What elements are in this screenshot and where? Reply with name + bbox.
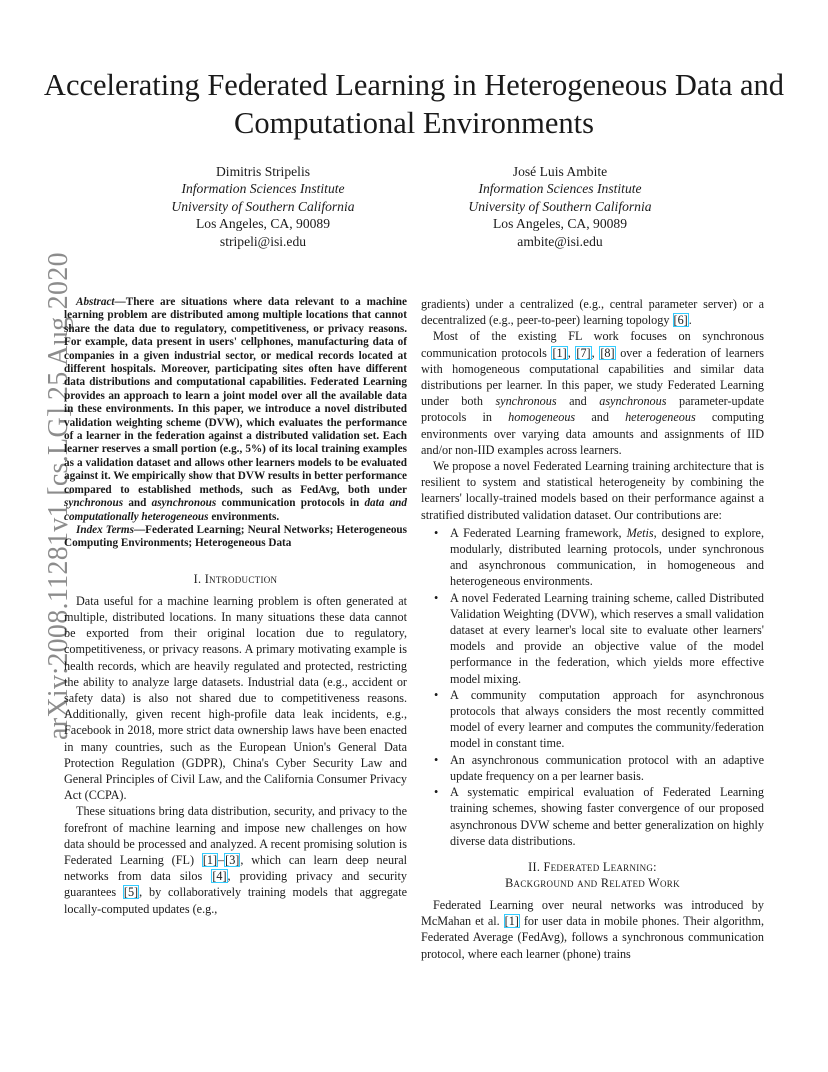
- list-item: [421, 752, 764, 784]
- abstract: [64, 296, 407, 524]
- paragraph-text: computing environments over varying data amounts and assignments of IID and/or non-IID examples across learners.: [421, 410, 764, 457]
- contributions-list: [421, 525, 764, 849]
- bullet-icon: •: [434, 525, 439, 540]
- author-email: stripeli@isi.edu: [219, 233, 307, 249]
- citation-link[interactable]: [7]: [576, 345, 591, 360]
- list-item-text: A novel Federated Learning training scheme, called Distributed Validation Weighting (DVW), which reserves a small validation dataset at every learner's local site to evaluate other learners' models and provide an objective value of the model performance in the federation, which yields more effective model mixing.: [450, 590, 764, 686]
- index-terms-label: Index Terms: [76, 523, 134, 536]
- author-block: [113, 163, 413, 250]
- section-heading-line: Background and Related Work: [505, 875, 680, 890]
- emphasis: synchronous: [495, 394, 557, 409]
- paragraph: [64, 803, 407, 916]
- list-item: [421, 525, 764, 590]
- abstract-emphasis: data and computationally heterogeneous: [64, 497, 407, 523]
- citation-link[interactable]: [8]: [600, 345, 615, 360]
- list-item-text: , designed to explore, modularly, distributed learning protocols, under synchronous and asynchronous communication, in homogeneous and heterogeneous environments.: [450, 525, 764, 589]
- emphasis: Metis: [626, 525, 654, 540]
- bullet-icon: •: [434, 687, 439, 702]
- paragraph-text: parameter-update protocols in: [421, 394, 765, 425]
- paragraph-text: over a federation of learners with homogeneous computational capabilities and similar data distributions per learner. In this paper, we study Federated Learning under both: [421, 345, 764, 409]
- paragraph-text: These situations bring data distribution, security, and privacy to the forefront of machine learning and impose new challenges on how data should be processed and analyzed. A recent promising solution is Federated Learning (FL): [64, 804, 407, 867]
- citation-link[interactable]: [4]: [212, 869, 227, 884]
- paragraph-text: , which can learn deep neural networks from data silos: [64, 852, 407, 884]
- paragraph-text: ,: [591, 345, 600, 360]
- citation-link[interactable]: [1]: [552, 345, 567, 360]
- section-heading: [421, 859, 764, 891]
- list-item-text: A systematic empirical evaluation of Federated Learning training schemes, showing faster convergence of our proposed asynchronous DVW scheme and better generalization on highly diverse data distributions.: [450, 785, 764, 848]
- arxiv-identifier: arXiv:2008.11281v1 [cs.LG] 25 Aug 2020: [43, 252, 74, 740]
- paragraph-text: gradients) under a centralized (e.g., central parameter server) or a decentralized (e.g., peer-to-peer) learning topology: [421, 297, 764, 328]
- paper-title: Accelerating Federated Learning in Heterogeneous Data and Computational Environments: [43, 68, 785, 140]
- left-column: [64, 296, 407, 917]
- abstract-label: Abstract: [76, 296, 115, 308]
- emphasis: heterogeneous: [625, 410, 696, 425]
- paragraph: We propose a novel Federated Learning training architecture that is resilient to system and statistical heterogeneity by combining the learners' locally-trained models based on their performance against a stratified distributed validation dataset. Our contributions are:: [421, 459, 764, 522]
- citation-link[interactable]: [3]: [225, 852, 240, 867]
- abstract-text: environments.: [208, 510, 280, 523]
- list-item: [421, 590, 764, 687]
- bullet-icon: •: [434, 785, 439, 800]
- list-item-text: An asynchronous communication protocol with an adaptive update frequency on a per learner basis.: [450, 752, 764, 783]
- section-heading: I. Introduction: [193, 571, 278, 586]
- abstract-text: and: [123, 497, 152, 510]
- list-item-text: A community computation approach for asynchronous protocols that always considers the most recently committed model of every learner and computes the community/federation model in constant time.: [450, 687, 764, 751]
- paragraph-text: and: [575, 410, 626, 425]
- citation-link[interactable]: [1]: [202, 852, 218, 867]
- list-item-text: A Federated Learning framework,: [450, 525, 627, 540]
- author-city: Los Angeles, CA, 90089: [492, 216, 628, 232]
- paragraph-text: .: [688, 313, 692, 328]
- paragraph-text: –: [218, 852, 225, 867]
- paragraph-text: Federated Learning over neural networks was introduced by McMahan et al.: [421, 897, 764, 929]
- emphasis: asynchronous: [599, 394, 667, 409]
- author-name: José Luis Ambite: [512, 164, 608, 179]
- right-column: [421, 296, 764, 962]
- paragraph-text: ,: [567, 345, 576, 360]
- author-university: University of Southern California: [171, 198, 355, 214]
- bullet-icon: •: [434, 752, 439, 767]
- list-item: [421, 784, 764, 849]
- abstract-emphasis: asynchronous: [151, 497, 217, 510]
- abstract-emphasis: synchronous: [64, 497, 124, 510]
- author-institute: Information Sciences Institute: [181, 181, 345, 197]
- index-terms-text: —Federated Learning; Neural Networks; Heterogeneous Computing Environments; Heterogeneous Data: [64, 523, 407, 550]
- paragraph-text: , providing privacy and security guarantees: [64, 869, 407, 900]
- paragraph: [421, 897, 764, 962]
- paragraph: [421, 328, 764, 458]
- paragraph-text: and: [556, 394, 600, 409]
- author-block: [410, 163, 710, 250]
- citation-link[interactable]: [6]: [673, 313, 688, 328]
- citation-link[interactable]: [1]: [504, 914, 519, 929]
- paragraph: Data useful for a machine learning problem is often generated at multiple, distributed locations. In many situations these data cannot be exported from their original location due to regulatory, competitiveness, or privacy reasons. A primary motivating example is health records, which are heavily regulated and protected, restricting the ability to analyze large datasets. Industrial data (e.g., accident or safety data) is also not shared due to competitiveness reasons. Additionally, given recent high-profile data leak incidents, e.g., Facebook in 2018, more strict data ownership laws have been enacted in many countries, such as the European Union's General Data Protection Regulation (GDPR), China's Cyber Security Law and General Principles of Civil Law, and the California Consumer Privacy Act (CCPA).: [64, 593, 407, 803]
- abstract-text: communication protocols in: [216, 497, 365, 510]
- author-institute: Information Sciences Institute: [478, 181, 642, 197]
- author-email: ambite@isi.edu: [517, 233, 603, 249]
- paragraph: [421, 296, 764, 328]
- paragraph-text: , by collaboratively training models that aggregate locally-computed updates (e.g.,: [64, 885, 407, 916]
- author-university: University of Southern California: [468, 198, 652, 214]
- bullet-icon: •: [434, 590, 439, 605]
- paragraph-text: Most of the existing FL work focuses on synchronous communication protocols: [421, 329, 764, 360]
- author-city: Los Angeles, CA, 90089: [195, 216, 331, 232]
- emphasis: homogeneous: [508, 410, 576, 425]
- index-terms: [64, 524, 407, 551]
- citation-link[interactable]: [5]: [123, 885, 139, 900]
- author-name: Dimitris Stripelis: [215, 164, 311, 179]
- abstract-text: —There are situations where data relevant to a machine learning problem are distributed among multiple locations that cannot share the data due to regulatory, competitiveness, or privacy reasons. For example, data present in users' cellphones, manufacturing data of companies in a given industrial sector, or medical records located at different hospitals. Moreover, participating sites often have different data distributions and computational capabilities. Federated Learning provides an approach to learn a joint model over all the available data in these environments. In this paper, we introduce a novel distributed validation weighting scheme (DVW), which evaluates the performance of a learner in the federation against a distributed validation set. Each learner reserves a small portion (e.g., 5%) of its local training examples as a validation dataset and allows other learners models to be evaluated against it. We empirically show that DVW results in better performance compared to established methods, such as FedAvg, both under: [64, 296, 407, 496]
- paragraph-text: for user data in mobile phones. Their algorithm, Federated Average (FedAvg), follows a synchronous communication protocol, where each learner (phone) trains: [421, 914, 764, 961]
- section-heading-line: II. Federated Learning:: [528, 859, 657, 874]
- list-item: [421, 687, 764, 752]
